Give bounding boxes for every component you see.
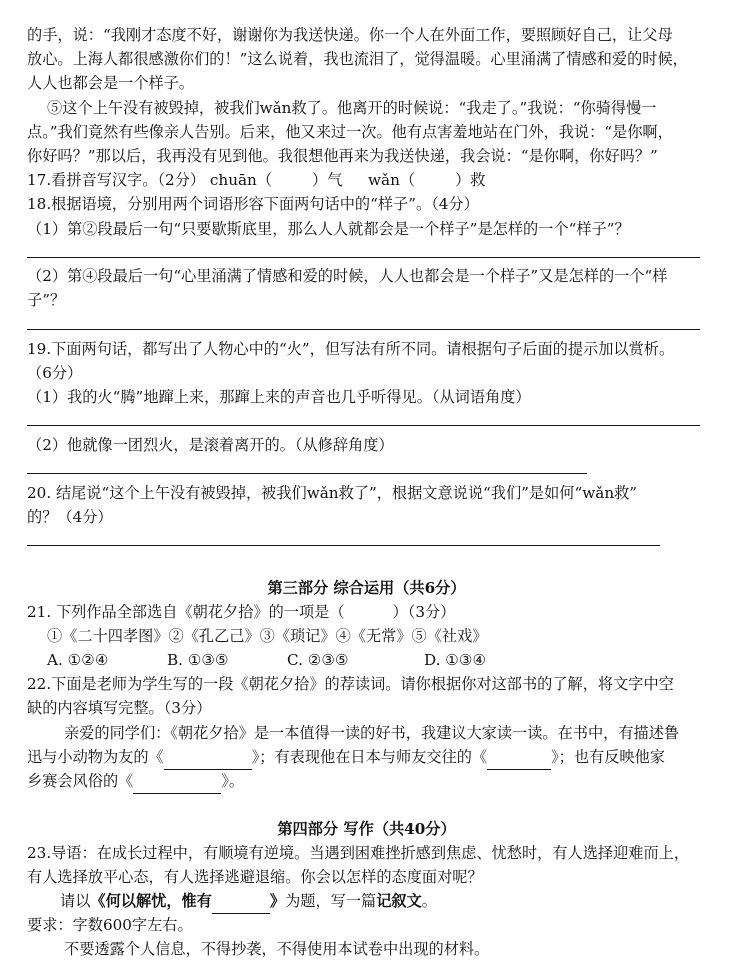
passage-line: ⑤这个上午没有被毁掉，被我们wǎn救了。他离开的时候说：“我走了。”我说：“你骑得慢一 [47, 99, 657, 117]
question-19-sub1: （1）我的火“腾”地蹿上来，那蹿上来的声音也几乎听得见。（从词语角度） [27, 388, 531, 406]
q21-tail: ）（3分） [392, 603, 456, 621]
passage-line: 你好吗？”那以后，我再没有见到他。我很想他再来为我送快递，我会说：“是你啊，你好吗？” [27, 147, 658, 165]
question-19-sub2: （2）他就像一团烈火，是滚着离开的。（从修辞角度） [27, 436, 394, 454]
question-22-cont: 缺的内容填写完整。（3分） [27, 699, 212, 717]
q22-body-line [27, 769, 244, 794]
essay-title-end: 》 [269, 892, 286, 910]
section-heading-part4: 第四部分 写作（共40分） [277, 820, 456, 838]
prompt-text: 请以 [60, 892, 91, 910]
q22-text: 》；有表现他在日本与师友交往的《 [251, 748, 488, 766]
question-18-sub1: （1）第②段最后一句“只要歇斯底里，那么人人就都会是一个样子”是怎样的一个“样子”？ [27, 220, 630, 238]
question-17 [27, 168, 485, 192]
passage-line: 点。”我们竟然有些像亲人告别。后来，他又来过一次。他有点害羞地站在门外，我说：“是你啊， [27, 123, 673, 141]
q21-option-b: B. ①③⑤ [167, 651, 229, 669]
question-21 [27, 600, 455, 624]
question-19-score: （6分） [27, 364, 83, 382]
q22-body-line [27, 745, 665, 770]
q21-items: ①《二十四孝图》②《孔乙己》③《琐记》④《无常》⑤《社戏》 [47, 627, 488, 645]
q21-stem: 21. 下列作品全部选自《朝花夕拾》的一项是（ [27, 603, 345, 621]
q17-item1-pinyin: chuān（ [209, 171, 273, 189]
q22-blank-3[interactable] [133, 769, 221, 794]
q22-text: 》。 [221, 772, 245, 790]
q17-stem: 17.看拼音写汉字。（2分） [27, 171, 206, 189]
q21-option-c: C. ②③⑤ [287, 651, 349, 669]
section-heading-part3: 第三部分 综合运用（共6分） [267, 579, 466, 597]
question-18-stem: 18.根据语境，分别用两个词语形容下面两句话中的“样子”。（4分） [27, 195, 479, 213]
question-23-cont: 有人选择放平心态，有人选择逃避退缩。你会以怎样的态度面对呢？ [27, 868, 483, 886]
q17-item1-tail: ）气 [312, 171, 343, 189]
q22-body-line: 亲爱的同学们：《朝花夕拾》是一本值得一读的好书，我建议大家读一读。在书中，有描述鲁 [64, 724, 680, 742]
prompt-text: 为题，写一篇 [285, 892, 377, 910]
q22-text: 乡赛会风俗的《 [27, 772, 134, 790]
question-18-sub2-cont: 子”？ [27, 291, 66, 309]
passage-line: 人人也都会是一个样子。 [27, 74, 195, 92]
essay-requirement: 要求：字数600字左右。 [27, 916, 193, 934]
answer-line[interactable] [27, 545, 660, 546]
answer-line[interactable] [27, 329, 700, 330]
question-18-sub2: （2）第④段最后一句“心里涌满了情感和爱的时候，人人也都会是一个样子”又是怎样的一个“样 [27, 267, 668, 285]
essay-prompt [60, 889, 437, 914]
answer-line[interactable] [27, 257, 700, 258]
q21-option-d: D. ①③④ [424, 651, 487, 669]
q17-item2-pinyin: wǎn（ [368, 171, 416, 189]
answer-line[interactable] [27, 425, 700, 426]
essay-note: 不要透露个人信息，不得抄袭，不得使用本试卷中出现的材料。 [64, 940, 490, 958]
q22-text: 》；也有反映他家 [551, 748, 665, 766]
q17-item2-tail: ）救 [455, 171, 486, 189]
q22-blank-2[interactable] [487, 745, 551, 770]
prompt-text: 。 [421, 892, 437, 910]
passage-line: 放心。上海人都很感激你们的！”这么说着，我也流泪了，觉得温暖。心里涌满了情感和爱的时候， [27, 50, 688, 68]
question-20: 20. 结尾说“这个上午没有被毁掉，被我们wǎn救了”，根据文意说说“我们”是如何“wǎn救” [27, 484, 638, 502]
question-20-cont: 的？（4分） [27, 508, 113, 526]
question-19-stem: 19.下面两句话，都写出了人物心中的“火”，但写法有所不同。请根据句子后面的提示加以赏析。 [27, 340, 675, 358]
essay-genre: 记叙文 [376, 892, 422, 910]
passage-line: 的手，说：“我刚才态度不好，谢谢你为我送快递。你一个人在外面工作，要照顾好自己，让父母 [27, 26, 673, 44]
q22-blank-1[interactable] [164, 745, 252, 770]
essay-title-blank[interactable] [212, 889, 270, 914]
question-22: 22.下面是老师为学生写的一段《朝花夕拾》的荐读词。请你根据你对这部书的了解，将文字中空 [27, 675, 674, 693]
answer-line[interactable] [27, 473, 587, 474]
essay-title: 《何以解忧，惟有 [90, 892, 212, 910]
q21-option-a: A. ①②④ [47, 651, 109, 669]
question-23: 23.导语：在成长过程中，有顺境有逆境。当遇到困难挫折感到焦虑、忧愁时，有人选择迎难而上， [27, 844, 690, 862]
q22-text: 迅与小动物为友的《 [27, 748, 164, 766]
